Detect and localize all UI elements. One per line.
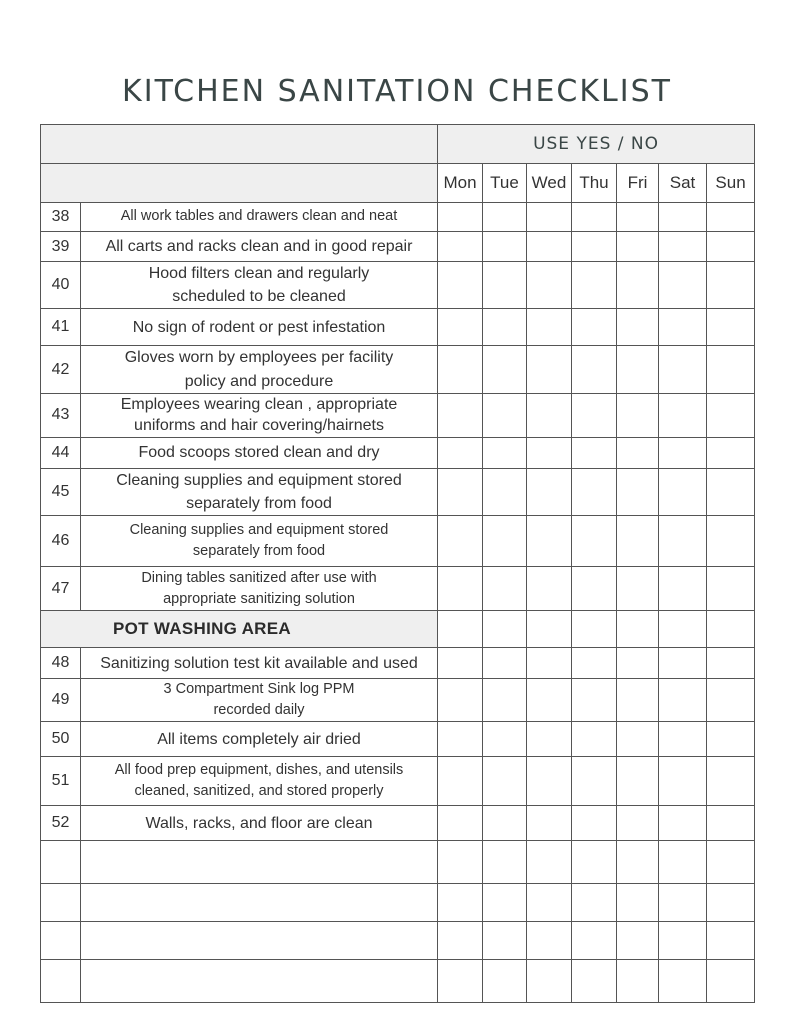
item-description [81, 346, 438, 393]
check-cell-mon[interactable] [438, 679, 483, 722]
check-cell-tue[interactable] [483, 468, 527, 515]
item-description [81, 393, 438, 437]
check-cell-thu[interactable] [572, 203, 617, 232]
blank-row [41, 922, 755, 960]
item-line-2: uniforms and hair covering/hairnets [134, 417, 384, 435]
section-row-pot-washing [41, 611, 755, 648]
check-cell-mon[interactable] [438, 806, 483, 841]
check-cell-tue[interactable] [483, 722, 527, 757]
check-cell-mon[interactable] [438, 437, 483, 468]
check-cell-fri[interactable] [617, 922, 659, 960]
check-cell-sun[interactable] [707, 232, 755, 262]
item-number: 45 [41, 468, 81, 515]
item-number: 41 [41, 309, 81, 346]
check-cell-mon[interactable] [438, 309, 483, 346]
check-cell-fri[interactable] [617, 468, 659, 515]
check-cell-wed[interactable] [527, 437, 572, 468]
check-cell-tue[interactable] [483, 884, 527, 922]
check-cell-fri[interactable] [617, 806, 659, 841]
item-number: 39 [41, 232, 81, 262]
check-cell-sat[interactable] [659, 806, 707, 841]
item-number: 50 [41, 722, 81, 757]
check-cell-sat[interactable] [659, 722, 707, 757]
item-description [81, 567, 438, 611]
check-cell-tue[interactable] [483, 309, 527, 346]
table-row [41, 679, 755, 722]
check-cell-wed[interactable] [527, 960, 572, 1003]
check-cell-sun[interactable] [707, 437, 755, 468]
check-cell-tue[interactable] [483, 806, 527, 841]
check-cell-wed[interactable] [527, 516, 572, 567]
check-cell-mon[interactable] [438, 611, 483, 648]
item-line-1: Walls, racks, and floor are clean [145, 814, 373, 832]
item-line-2: separately from food [192, 543, 326, 560]
check-cell-sat[interactable] [659, 262, 707, 309]
check-cell-mon[interactable] [438, 757, 483, 806]
check-cell-thu[interactable] [572, 346, 617, 393]
table-row [41, 203, 755, 232]
check-cell-fri[interactable] [617, 567, 659, 611]
check-cell-mon[interactable] [438, 567, 483, 611]
item-line-2: separately from food [186, 495, 332, 513]
check-cell-wed[interactable] [527, 611, 572, 648]
check-cell-wed[interactable] [527, 346, 572, 393]
check-cell-sun[interactable] [707, 722, 755, 757]
blank-item-cell[interactable] [81, 884, 438, 922]
check-cell-sat[interactable] [659, 346, 707, 393]
table-row [41, 346, 755, 393]
item-line-2: recorded daily [213, 702, 305, 719]
item-description [81, 309, 438, 346]
check-cell-sun[interactable] [707, 960, 755, 1003]
check-cell-sat[interactable] [659, 437, 707, 468]
check-cell-thu[interactable] [572, 232, 617, 262]
check-cell-sun[interactable] [707, 262, 755, 309]
check-cell-thu[interactable] [572, 611, 617, 648]
check-cell-sun[interactable] [707, 567, 755, 611]
check-cell-thu[interactable] [572, 309, 617, 346]
check-cell-tue[interactable] [483, 516, 527, 567]
check-cell-thu[interactable] [572, 437, 617, 468]
check-cell-tue[interactable] [483, 648, 527, 679]
item-description [81, 806, 438, 841]
item-description [81, 679, 438, 722]
check-cell-sun[interactable] [707, 841, 755, 884]
check-cell-wed[interactable] [527, 393, 572, 437]
item-number: 38 [41, 203, 81, 232]
item-number: 40 [41, 262, 81, 309]
check-cell-mon[interactable] [438, 468, 483, 515]
table-row [41, 437, 755, 468]
check-cell-mon[interactable] [438, 262, 483, 309]
item-line-1: Cleaning supplies and equipment stored [129, 522, 389, 539]
day-header-mon: Mon [438, 164, 483, 203]
check-cell-sun[interactable] [707, 309, 755, 346]
item-line-1: 3 Compartment Sink log PPM [163, 681, 355, 698]
check-cell-sat[interactable] [659, 841, 707, 884]
check-cell-sat[interactable] [659, 393, 707, 437]
check-cell-tue[interactable] [483, 841, 527, 884]
check-cell-thu[interactable] [572, 262, 617, 309]
check-cell-wed[interactable] [527, 757, 572, 806]
check-cell-sun[interactable] [707, 346, 755, 393]
check-cell-fri[interactable] [617, 841, 659, 884]
check-cell-mon[interactable] [438, 960, 483, 1003]
item-number: 48 [41, 648, 81, 679]
item-number: 49 [41, 679, 81, 722]
check-cell-sat[interactable] [659, 468, 707, 515]
item-line-1: All food prep equipment, dishes, and utensils [114, 762, 404, 779]
table-row [41, 806, 755, 841]
check-cell-thu[interactable] [572, 516, 617, 567]
check-cell-thu[interactable] [572, 722, 617, 757]
checklist-table [40, 124, 755, 1003]
day-header-sat: Sat [659, 164, 707, 203]
check-cell-sat[interactable] [659, 757, 707, 806]
check-cell-fri[interactable] [617, 203, 659, 232]
blank-row [41, 884, 755, 922]
check-cell-mon[interactable] [438, 884, 483, 922]
header-blank-cell [41, 125, 438, 164]
item-description [81, 262, 438, 309]
check-cell-wed[interactable] [527, 679, 572, 722]
use-yes-no-label: USE YES / NO [438, 125, 755, 164]
table-row [41, 648, 755, 679]
check-cell-tue[interactable] [483, 567, 527, 611]
item-description [81, 648, 438, 679]
check-cell-thu[interactable] [572, 960, 617, 1003]
check-cell-thu[interactable] [572, 567, 617, 611]
check-cell-sat[interactable] [659, 309, 707, 346]
check-cell-tue[interactable] [483, 757, 527, 806]
item-number: 43 [41, 393, 81, 437]
check-cell-sun[interactable] [707, 679, 755, 722]
check-cell-wed[interactable] [527, 309, 572, 346]
check-cell-mon[interactable] [438, 346, 483, 393]
table-row [41, 468, 755, 515]
check-cell-tue[interactable] [483, 232, 527, 262]
check-cell-thu[interactable] [572, 884, 617, 922]
item-number: 52 [41, 806, 81, 841]
check-cell-thu[interactable] [572, 393, 617, 437]
section-title: POT WASHING AREA [41, 611, 438, 648]
check-cell-thu[interactable] [572, 648, 617, 679]
item-line-2: policy and procedure [184, 372, 334, 390]
blank-item-cell[interactable] [81, 960, 438, 1003]
item-line-1: No sign of rodent or pest infestation [132, 318, 386, 336]
blank-number-cell [41, 841, 81, 884]
item-description [81, 437, 438, 468]
check-cell-sun[interactable] [707, 648, 755, 679]
check-cell-mon[interactable] [438, 232, 483, 262]
check-cell-sun[interactable] [707, 806, 755, 841]
table-row [41, 309, 755, 346]
item-number: 42 [41, 346, 81, 393]
check-cell-fri[interactable] [617, 611, 659, 648]
check-cell-mon[interactable] [438, 922, 483, 960]
check-cell-sun[interactable] [707, 468, 755, 515]
blank-number-cell [41, 922, 81, 960]
check-cell-wed[interactable] [527, 567, 572, 611]
day-header-thu: Thu [572, 164, 617, 203]
item-description [81, 757, 438, 806]
item-line-1: All carts and racks clean and in good repair [105, 237, 413, 255]
check-cell-wed[interactable] [527, 232, 572, 262]
item-description [81, 203, 438, 232]
check-cell-tue[interactable] [483, 393, 527, 437]
check-cell-tue[interactable] [483, 611, 527, 648]
check-cell-sun[interactable] [707, 884, 755, 922]
check-cell-mon[interactable] [438, 203, 483, 232]
check-cell-thu[interactable] [572, 841, 617, 884]
item-line-1: Sanitizing solution test kit available and used [100, 654, 418, 672]
check-cell-mon[interactable] [438, 722, 483, 757]
check-cell-wed[interactable] [527, 468, 572, 515]
check-cell-sat[interactable] [659, 516, 707, 567]
check-cell-fri[interactable] [617, 516, 659, 567]
header-blank-cell [41, 164, 438, 203]
check-cell-thu[interactable] [572, 679, 617, 722]
check-cell-mon[interactable] [438, 648, 483, 679]
check-cell-sat[interactable] [659, 203, 707, 232]
check-cell-tue[interactable] [483, 679, 527, 722]
check-cell-fri[interactable] [617, 346, 659, 393]
table-row [41, 393, 755, 437]
check-cell-wed[interactable] [527, 722, 572, 757]
table-row [41, 757, 755, 806]
item-line-2: appropriate sanitizing solution [163, 590, 355, 607]
check-cell-tue[interactable] [483, 437, 527, 468]
page-title: KITCHEN SANITATION CHECKLIST [122, 74, 672, 109]
check-cell-fri[interactable] [617, 262, 659, 309]
table-row [41, 262, 755, 309]
item-line-1: Gloves worn by employees per facility [124, 349, 394, 367]
check-cell-tue[interactable] [483, 922, 527, 960]
check-cell-sat[interactable] [659, 611, 707, 648]
check-cell-wed[interactable] [527, 648, 572, 679]
header-row-days [41, 164, 755, 203]
table-row [41, 516, 755, 567]
check-cell-fri[interactable] [617, 437, 659, 468]
table-row [41, 722, 755, 757]
check-cell-sat[interactable] [659, 567, 707, 611]
check-cell-sun[interactable] [707, 611, 755, 648]
check-cell-sun[interactable] [707, 757, 755, 806]
check-cell-fri[interactable] [617, 884, 659, 922]
day-header-tue: Tue [483, 164, 527, 203]
check-cell-sat[interactable] [659, 232, 707, 262]
item-description [81, 516, 438, 567]
check-cell-mon[interactable] [438, 841, 483, 884]
header-row-use [41, 125, 755, 164]
check-cell-fri[interactable] [617, 648, 659, 679]
check-cell-sat[interactable] [659, 884, 707, 922]
blank-row [41, 841, 755, 884]
item-number: 51 [41, 757, 81, 806]
check-cell-sat[interactable] [659, 648, 707, 679]
item-number: 46 [41, 516, 81, 567]
item-line-1: Hood filters clean and regularly [148, 265, 370, 282]
blank-item-cell[interactable] [81, 922, 438, 960]
item-number: 44 [41, 437, 81, 468]
check-cell-sat[interactable] [659, 679, 707, 722]
item-number: 47 [41, 567, 81, 611]
item-line-2: cleaned, sanitized, and stored properly [134, 783, 384, 800]
day-header-fri: Fri [617, 164, 659, 203]
check-cell-thu[interactable] [572, 468, 617, 515]
check-cell-wed[interactable] [527, 922, 572, 960]
check-cell-fri[interactable] [617, 960, 659, 1003]
check-cell-tue[interactable] [483, 346, 527, 393]
check-cell-wed[interactable] [527, 884, 572, 922]
check-cell-sun[interactable] [707, 203, 755, 232]
blank-item-cell[interactable] [81, 841, 438, 884]
check-cell-tue[interactable] [483, 203, 527, 232]
check-cell-thu[interactable] [572, 757, 617, 806]
check-cell-wed[interactable] [527, 262, 572, 309]
check-cell-wed[interactable] [527, 841, 572, 884]
item-line-2: scheduled to be cleaned [172, 288, 346, 306]
check-cell-sun[interactable] [707, 393, 755, 437]
check-cell-tue[interactable] [483, 960, 527, 1003]
item-description [81, 468, 438, 515]
check-cell-fri[interactable] [617, 722, 659, 757]
item-line-1: Dining tables sanitized after use with [141, 569, 377, 586]
item-line-1: All items completely air dried [157, 730, 361, 748]
blank-number-cell [41, 960, 81, 1003]
day-header-wed: Wed [527, 164, 572, 203]
check-cell-fri[interactable] [617, 309, 659, 346]
check-cell-fri[interactable] [617, 679, 659, 722]
check-cell-fri[interactable] [617, 757, 659, 806]
check-cell-sat[interactable] [659, 922, 707, 960]
check-cell-wed[interactable] [527, 806, 572, 841]
check-cell-thu[interactable] [572, 806, 617, 841]
check-cell-sat[interactable] [659, 960, 707, 1003]
table-row [41, 232, 755, 262]
table-row [41, 567, 755, 611]
check-cell-thu[interactable] [572, 922, 617, 960]
blank-number-cell [41, 884, 81, 922]
item-line-1: Cleaning supplies and equipment stored [116, 471, 402, 489]
check-cell-wed[interactable] [527, 203, 572, 232]
day-header-sun: Sun [707, 164, 755, 203]
item-description [81, 232, 438, 262]
item-description [81, 722, 438, 757]
check-cell-tue[interactable] [483, 262, 527, 309]
check-cell-mon[interactable] [438, 516, 483, 567]
blank-row [41, 960, 755, 1003]
check-cell-fri[interactable] [617, 232, 659, 262]
item-line-1: Food scoops stored clean and dry [138, 444, 380, 462]
check-cell-fri[interactable] [617, 393, 659, 437]
check-cell-sun[interactable] [707, 922, 755, 960]
check-cell-mon[interactable] [438, 393, 483, 437]
item-line-1: Employees wearing clean , appropriate [120, 395, 398, 413]
item-line-1: All work tables and drawers clean and neat [120, 208, 398, 225]
check-cell-sun[interactable] [707, 516, 755, 567]
